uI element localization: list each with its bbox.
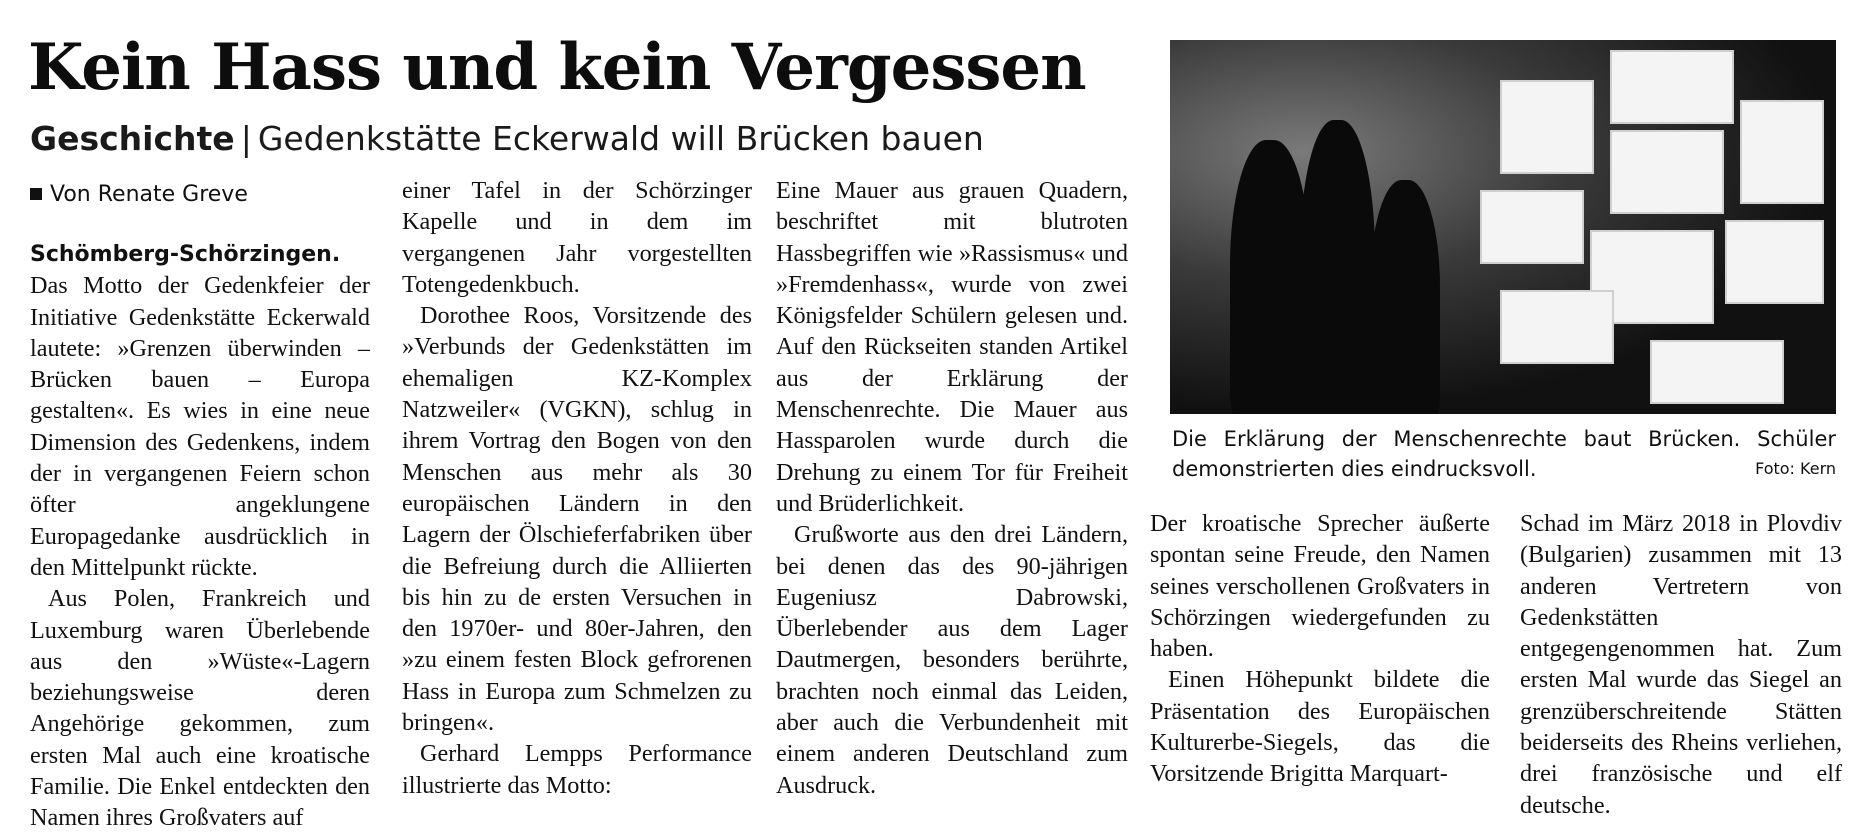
paragraph	[30, 238, 370, 583]
photo-credit: Foto: Kern	[1755, 459, 1836, 478]
text-column-3	[776, 175, 1128, 801]
byline	[30, 180, 248, 210]
person-silhouette	[1370, 180, 1440, 414]
caption-text: Die Erklärung der Menschenrechte baut Brücken. Schüler demonstrierten dies eindrucksvoll.	[1172, 427, 1836, 481]
kicker-separator: |	[240, 119, 252, 158]
text-column-2	[402, 175, 752, 801]
wall-block	[1610, 50, 1734, 124]
person-silhouette	[1230, 140, 1310, 414]
wall-block	[1500, 80, 1594, 174]
wall-block	[1650, 340, 1784, 404]
paragraph: Dorothee Roos, Vorsitzende des »Verbunds der Gedenkstätten im ehemaligen KZ-Komplex Natzweiler« (VGKN), schlug in ihrem Vortrag den Bogen von den Menschen aus mehr als 30 europäischen Ländern in den Lagern der Ölschieferfabriken über die Befreiung durch die Alliierten bis hin zu de ersten Versuchen in den 1970er- und 80er-Jahren, den »zu einem festen Block gefrorenen Hass in Europa zum Schmelzen zu bringen«.	[402, 302, 752, 737]
byline-author: Von Renate Greve	[50, 182, 248, 207]
paragraph: Der kroatische Sprecher äußerte spontan seine Freude, den Namen seines verschollenen Großvaters in Schörzingen wiedergefunden zu haben.	[1150, 510, 1490, 663]
subheadline-text: Gedenkstätte Eckerwald will Brücken bauen	[257, 119, 984, 158]
text-column-5	[1520, 508, 1842, 821]
wall-block	[1480, 190, 1584, 264]
photo-caption	[1172, 424, 1836, 484]
paragraph: Schad im März 2018 in Plovdiv (Bulgarien) zusammen mit 13 anderen Vertretern von Gedenkstätten entgegengenommen hat. Zum ersten Mal wurde das Siegel an grenzüberschreitende Stätten beiderseits des Rheins verliehen, drei französische und elf deutsche.	[1520, 510, 1842, 819]
paragraph: einer Tafel in der Schörzinger Kapelle und in dem im vergangenen Jahr vorgestellten Totengedenkbuch.	[402, 177, 752, 298]
paragraph: Gerhard Lempps Performance illustrierte das Motto:	[402, 740, 752, 799]
text-column-1	[30, 238, 370, 834]
paragraph: Grußworte aus den drei Ländern, bei denen das des 90-jährigen Eugeniusz Dabrowski, Überlebender aus dem Lager Dautmergen, besonders berührte, brachten noch einmal das Leiden, aber auch die Verbundenheit mit einem anderen Deutschland zum Ausdruck.	[776, 521, 1128, 799]
wall-block	[1610, 130, 1724, 214]
paragraph-text: Das Motto der Gedenkfeier der Initiative Gedenkstätte Eckerwald lautete: »Grenzen überwinden – Brücken bauen – Europa gestalten«. Es wies in eine neue Dimension des Gedenkens, indem der in vergangenen Feiern schon öfter angeklungene Europagedanke ausdrücklich in den Mittelpunkt rückte.	[30, 272, 370, 581]
article-photo	[1170, 40, 1836, 414]
wall-block	[1740, 100, 1824, 204]
headline: Kein Hass und kein Vergessen	[28, 30, 1086, 105]
subheadline	[30, 118, 984, 160]
paragraph: Aus Polen, Frankreich und Luxemburg waren Überlebende aus den »Wüste«-Lagern beziehungsweise deren Angehörige gekommen, zum ersten Mal auch eine kroatische Familie. Die Enkel entdeckten den Namen ihres Großvaters auf	[30, 585, 370, 832]
wall-block	[1725, 220, 1824, 304]
kicker: Geschichte	[30, 119, 235, 158]
paragraph: Eine Mauer aus grauen Quadern, beschriftet mit blutroten Hassbegriffen wie »Rassismus« und »Fremdenhass«, wurde von zwei Königsfelder Schülern gelesen und. Auf den Rückseiten standen Artikel aus der Erklärung der Menschenrechte. Die Mauer aus Hassparolen wurde durch die Drehung zu einem Tor für Freiheit und Brüderlichkeit.	[776, 177, 1128, 517]
wall-block	[1500, 290, 1614, 364]
byline-square-icon	[30, 188, 42, 200]
person-silhouette	[1300, 120, 1375, 414]
dateline: Schömberg-Schörzingen.	[30, 242, 341, 267]
paragraph: Einen Höhepunkt bildete die Präsentation des Europäischen Kulturerbe-Siegels, das die Vorsitzende Brigitta Marquart-	[1150, 666, 1490, 788]
text-column-4	[1150, 508, 1490, 790]
